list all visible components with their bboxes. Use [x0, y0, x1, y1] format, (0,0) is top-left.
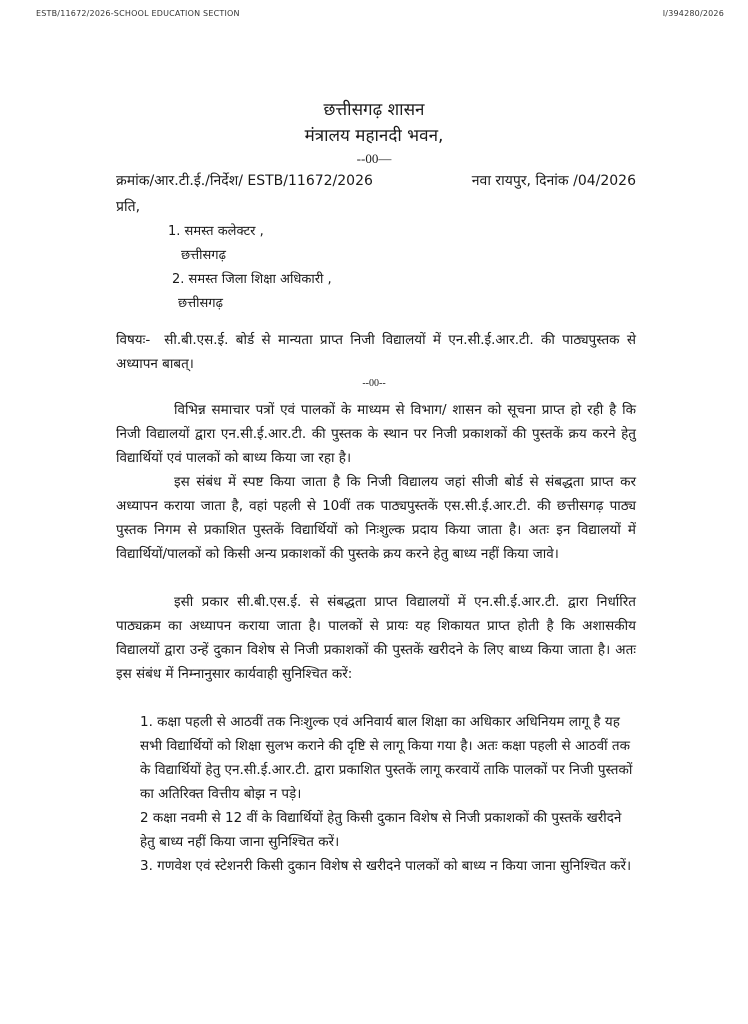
reference-line	[116, 171, 636, 190]
paragraph-1: विभिन्न समाचार पत्रों एवं पालकों के माध्यम से विभाग/ शासन को सूचना प्राप्त हो रही है कि निजी विद्यालयों द्वारा एन.सी.ई.आर.टी. की पुस्तक के स्थान पर निजी प्रकाशकों की पुस्तकें क्रय करने हेतु विद्यार्थियों एवं पालकों को बाध्य किया जा रहा है।	[116, 402, 636, 466]
paragraph-3: इसी प्रकार सी.बी.एस.ई. से संबद्धता प्राप्त विद्यालयों में एन.सी.ई.आर.टी. द्वारा निर्धारित पाठ्यक्रम का अध्यापन कराया जाता है। पालकों से प्रायः यह शिकायत प्राप्त होती है कि अशासकीय विद्यालयों द्वारा उन्हें दुकान विशेष से निजी प्रकाशकों की पुस्तकें खरीदने के लिए बाध्य किया जाता है। अतः इस संबंध में निम्नानुसार कार्यवाही सुनिश्चित करें:	[116, 594, 636, 682]
directive-list	[140, 710, 636, 878]
header-separator: --00—	[356, 151, 392, 166]
government-name: छत्तीसगढ़ शासन	[323, 100, 425, 120]
paragraph-2: इस संबंध में स्पष्ट किया जाता है कि निजी विद्यालय जहां सीजी बोर्ड से संबद्धता प्राप्त कर अध्यापन कराया जाता है, वहां पहली से 10वीं तक पाठ्यपुस्तकें एस.सी.ई.आर.टी. की छत्तीसगढ़ पाठ्य पुस्तक निगम से प्रकाशित पुस्तकें विद्यार्थियों को निःशुल्क प्रदाय किया जाता है। अतः इन विद्यालयों में विद्यार्थियों/पालकों को किसी अन्य प्रकाशकों की पुस्तके क्रय करने हेतु बाध्य नहीं किया जावे।	[116, 474, 636, 562]
body-separator: --00--	[362, 378, 386, 389]
file-reference-header: ESTB/11672/2026-SCHOOL EDUCATION SECTION	[36, 9, 240, 18]
subject-block	[116, 328, 636, 376]
place-date: नवा रायपुर, दिनांक /04/2026	[471, 173, 636, 189]
ministry-building: मंत्रालय महानदी भवन,	[304, 126, 444, 146]
inward-number-header: I/394280/2026	[662, 9, 724, 18]
recipient-1-place: छत्तीसगढ़	[181, 248, 226, 263]
recipient-2-place: छत्तीसगढ़	[178, 296, 223, 311]
subject-text: सी.बी.एस.ई. बोर्ड से मान्यता प्राप्त निजी विद्यालयों में एन.सी.ई.आर.टी. की पाठ्यपुस्तक से अध्यापन बाबत्।	[116, 332, 636, 372]
subject-label: विषयः-	[116, 332, 151, 348]
order-number: क्रमांक/आर.टी.ई./निर्देश/ ESTB/11672/2026	[116, 173, 373, 189]
recipient-1: 1. समस्त कलेक्टर ,	[168, 224, 264, 239]
directive-3: 3. गणवेश एवं स्टेशनरी किसी दुकान विशेष से खरीदने पालकों को बाध्य न किया जाना सुनिश्चित करें।	[140, 858, 632, 874]
directive-2: 2 कक्षा नवमी से 12 वीं के विद्यार्थियों हेतु किसी दुकान विशेष से निजी प्रकाशकों की पुस्तकें खरीदने हेतु बाध्य नहीं किया जाना सुनिश्चित करें।	[140, 810, 622, 850]
recipient-2: 2. समस्त जिला शिक्षा अधिकारी ,	[172, 272, 332, 287]
directive-1: 1. कक्षा पहली से आठवीं तक निःशुल्क एवं अनिवार्य बाल शिक्षा का अधिकार अधिनियम लागू है यह सभी विद्यार्थियों को शिक्षा सुलभ कराने की दृष्टि से लागू किया गया है। अतः कक्षा पहली से आठवीं तक के विद्यार्थियों हेतु एन.सी.ई.आर.टी. द्वारा प्रकाशित पुस्तकें लागू करवायें ताकि पालकों पर निजी पुस्तकों का अतिरिक्त वित्तीय बोझ न पड़े।	[140, 714, 633, 802]
to-label: प्रति,	[116, 199, 141, 215]
